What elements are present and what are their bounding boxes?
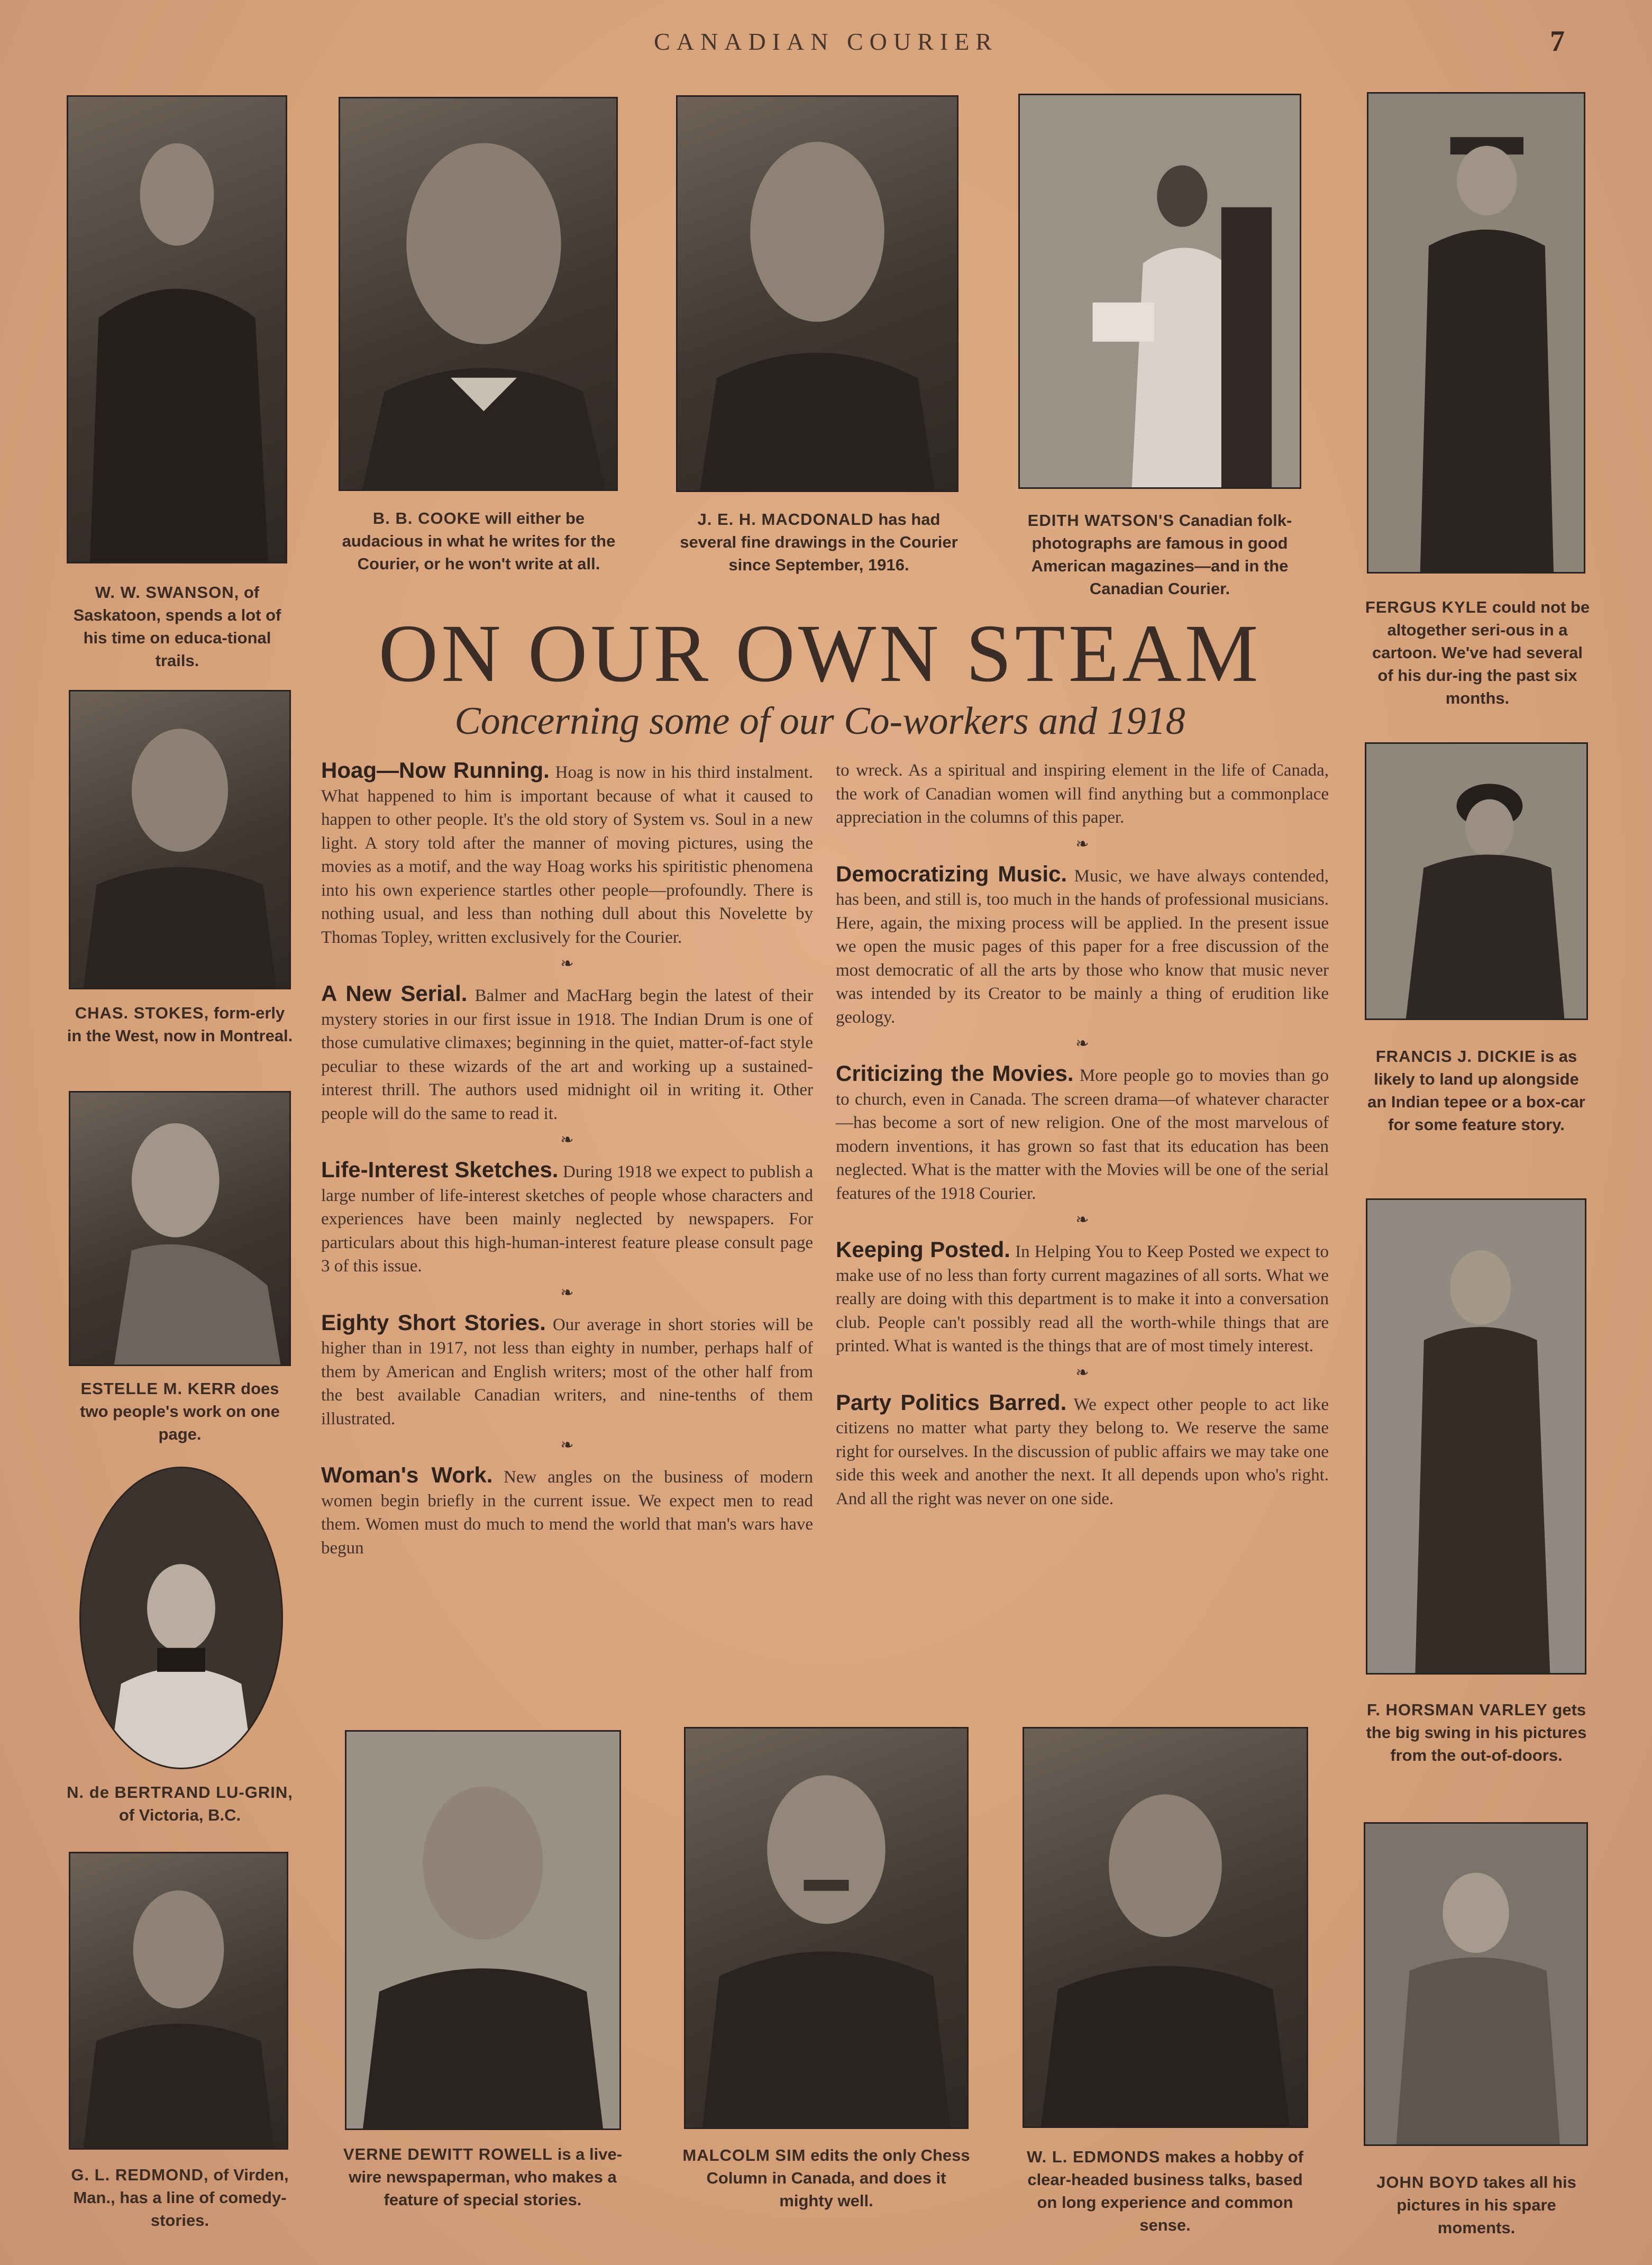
article-politics — [836, 1391, 1329, 1511]
article-body: During 1918 we expect to publish a large number of life-interest sketches of people whose characters and experiences have been mainly neglected by newspapers. For particulars about this high-human-interest feature please consult page 3 of this issue. — [321, 1162, 813, 1276]
article-body: Hoag is now in his third instalment. What happened to him is important because of what it caused to happen to other people. It's the old story of System vs. Soul in a new light. A story told after the manner of moving pictures, using the movies as a motif, and the way Hoag works his spiritistic phenomena into his own experience startles other people—profoundly. There is nothing usual, and less than nothing dull about this Novelette by Thomas Topley, written exclusively for the Courier. — [321, 763, 813, 947]
ornament: ❧ — [1075, 835, 1089, 853]
photo-lugrin — [79, 1467, 283, 1769]
article-title: Eighty Short Stories. — [321, 1309, 546, 1335]
caption-swanson: W. W. SWANSON, of Saskatoon, spends a lot of his time on educa-tional trails. — [73, 583, 281, 670]
photo-varley — [1366, 1198, 1586, 1675]
caption-dickie: FRANCIS J. DICKIE is as likely to land up alongside an Indian tepee or a box-car for some feature story. — [1367, 1047, 1585, 1134]
headline: ON OUR OWN STEAM — [378, 607, 1262, 699]
article-stories — [321, 1311, 813, 1431]
article-title: Hoag—Now Running. — [321, 758, 550, 783]
running-title: CANADIAN COURIER — [654, 28, 998, 55]
article-woman-continued — [836, 759, 1329, 830]
article-body: More people go to movies than go to church, even in Canada. The screen drama—of whatever character—has become a sort of new religion. One of the most marvelous of modern inventions, it has grown so fast that its education has been neglected. What is the matter with the Movies will be one of the serial features of the 1918 Courier. — [836, 1066, 1329, 1203]
caption-cooke: B. B. COOKE will either be audacious in what he writes for the Courier, or he won't write at all. — [342, 509, 616, 573]
ornament: ❧ — [1075, 1211, 1089, 1229]
caption-sim: MALCOLM SIM edits the only Chess Column in Canada, and does it mighty well. — [682, 2146, 970, 2210]
caption-lugrin: N. de BERTRAND LU-GRIN, of Victoria, B.C. — [67, 1783, 293, 1824]
photo-boyd — [1364, 1822, 1588, 2146]
article-hoag — [321, 759, 813, 949]
article-sketches — [321, 1158, 813, 1278]
article-movies — [836, 1062, 1329, 1205]
caption-stokes: CHAS. STOKES, form-erly in the West, now in Montreal. — [67, 1004, 293, 1045]
article-body: to wreck. As a spiritual and inspiring element in the life of Canada, the work of Canadian women will find anything but a commonplace appreciation in the columns of this paper. — [836, 761, 1329, 827]
photo-dickie — [1365, 742, 1588, 1020]
article-title: Woman's Work. — [321, 1462, 493, 1487]
article-column-left — [321, 759, 813, 1560]
ornament: ❧ — [560, 1284, 574, 1302]
photo-watson — [1018, 94, 1301, 489]
caption-macdonald: J. E. H. MACDONALD has had several fine drawings in the Courier since September, 1916. — [680, 510, 958, 574]
article-body: Our average in short stories will be higher than in 1917, not less than eighty in number, perhaps half of them by American and English writers; most of the other half from the best available Canadian writers, and nine-tenths of them illustrated. — [321, 1315, 814, 1429]
caption-redmond: G. L. REDMOND, of Virden, Man., has a line of comedy-stories. — [71, 2166, 289, 2230]
page-number: 7 — [1550, 25, 1565, 58]
article-body: In Helping You to Keep Posted we expect to make use of no less than forty current magazines of all sorts. What we really are doing with this department is to make it into a conversation club. People can't possibly read all the worth-while things that are printed. What is wanted is the things that are of most timely interest. — [836, 1242, 1329, 1356]
article-body: Balmer and MacHarg begin the latest of their mystery stories in our first issue in 1918. The Indian Drum is one of those cumulative climaxes; beginning in the quiet, matter-of-fact style peculiar to these wizards of the art and working up a sustained-interest thrill. The authors used midnight oil in writing it. Other people will do the same to read it. — [321, 986, 813, 1123]
article-music — [836, 862, 1329, 1030]
article-title: Democratizing Music. — [836, 861, 1067, 886]
caption-kyle: FERGUS KYLE could not be altogether seri-ous in a cartoon. We've had several of his dur-ing the past six months. — [1365, 598, 1590, 707]
ornament: ❧ — [1075, 1363, 1089, 1381]
photo-sim — [684, 1727, 969, 2129]
ornament: ❧ — [560, 1436, 574, 1454]
photo-cooke — [339, 97, 618, 491]
article-title: Party Politics Barred. — [836, 1389, 1067, 1415]
article-woman — [321, 1463, 813, 1560]
article-body: New angles on the business of modern women begin briefly in the current issue. We expect men to read them. Women must do much to mend the world that man's wars have begun — [321, 1468, 813, 1558]
article-serial — [321, 982, 813, 1125]
photo-kerr — [69, 1091, 291, 1366]
caption-boyd: JOHN BOYD takes all his pictures in his spare moments. — [1376, 2173, 1576, 2237]
photo-swanson — [67, 95, 287, 563]
article-body: We expect other people to act like citizens no matter what party they belong to. We reserve the same right for ourselves. In the discussion of public affairs we may take one side this week and another the next. It all depends upon who's right. And all the right was never on one side. — [836, 1395, 1329, 1508]
article-body: Music, we have always contended, has been, and still is, too much in the hands of professional musicians. Here, again, the mixing process will be applied. In the present issue we open the music pages of this paper for a free discussion of the most democratic of all the arts by those who know that music never was intended by its Creator to be mainly a thing of erudition like geology. — [836, 866, 1329, 1027]
article-title: Criticizing the Movies. — [836, 1061, 1074, 1086]
caption-watson: EDITH WATSON'S Canadian folk-photographs are famous in good American magazines—and in the Canadian Courier. — [1027, 511, 1292, 598]
photo-kyle — [1367, 92, 1585, 574]
subheadline: Concerning some of our Co-workers and 1918 — [454, 699, 1185, 743]
article-column-right — [836, 759, 1329, 1511]
article-title: Life-Interest Sketches. — [321, 1157, 559, 1182]
photo-stokes — [69, 690, 291, 989]
article-title: Keeping Posted. — [836, 1237, 1010, 1262]
photo-rowell — [345, 1730, 621, 2130]
caption-edmonds: W. L. EDMONDS makes a hobby of clear-headed business talks, based on long experience and common sense. — [1027, 2148, 1303, 2234]
caption-varley: F. HORSMAN VARLEY gets the big swing in his pictures from the out-of-doors. — [1366, 1700, 1587, 1764]
ornament: ❧ — [560, 955, 574, 972]
article-posted — [836, 1238, 1329, 1358]
caption-rowell: VERNE DEWITT ROWELL is a live-wire newspaperman, who makes a feature of special stories. — [343, 2145, 623, 2209]
ornament: ❧ — [560, 1131, 574, 1149]
photo-edmonds — [1023, 1727, 1308, 2128]
caption-kerr: ESTELLE M. KERR does two people's work on one page. — [80, 1379, 280, 1443]
photo-redmond — [69, 1852, 288, 2150]
photo-macdonald — [676, 95, 959, 492]
article-title: A New Serial. — [321, 981, 468, 1006]
ornament: ❧ — [1075, 1035, 1089, 1052]
